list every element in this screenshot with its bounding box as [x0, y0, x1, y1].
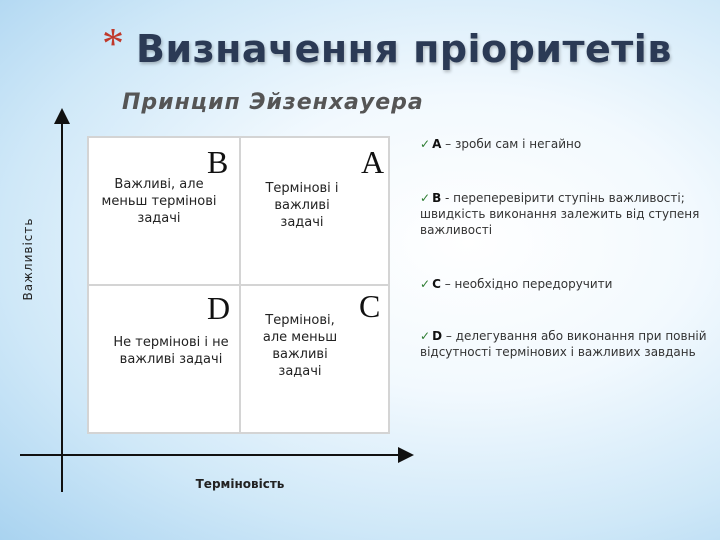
checkmark-icon: ✓ — [420, 191, 431, 205]
x-axis-label: Терміновість — [195, 477, 285, 491]
quadrant-a-text: Термінові і важливі задачі — [265, 181, 339, 230]
quadrant-c-letter: C — [359, 288, 381, 324]
legend-item-b: ✓ B - переперевірити ступінь важливості; швидкість виконання залежить від ступеня важливості — [420, 191, 700, 237]
checkmark-icon: ✓ — [420, 137, 431, 151]
quadrant-c-text: Термінові, але меньш важливі задачі — [262, 313, 338, 379]
quadrant-b-text: Важливі, але меньш термінові задачі — [101, 177, 217, 226]
page-subtitle: Принцип Эйзенхауера — [122, 90, 424, 115]
legend-item-d: ✓ D – делегування або виконання при повній відсутності термінових і важливих завдань — [420, 329, 707, 359]
legend-item-a: ✓ A – зроби сам і негайно — [420, 137, 582, 151]
checkmark-icon: ✓ — [420, 277, 431, 291]
quadrant-d-text: Не термінові і не важливі задачі — [113, 335, 229, 367]
matrix-horizontal-divider — [89, 284, 388, 286]
checkmark-icon: ✓ — [420, 329, 431, 343]
quadrant-d-letter: D — [207, 290, 231, 326]
y-axis-label: Важливість — [21, 217, 35, 301]
eisenhower-matrix — [87, 136, 390, 434]
page-title: Визначення пріоритетів — [136, 27, 672, 71]
quadrant-b-letter: B — [207, 144, 229, 180]
title-star: * — [102, 19, 124, 68]
legend-item-c: ✓ C – необхідно передоручити — [420, 277, 613, 291]
quadrant-a-letter: A — [361, 144, 385, 180]
